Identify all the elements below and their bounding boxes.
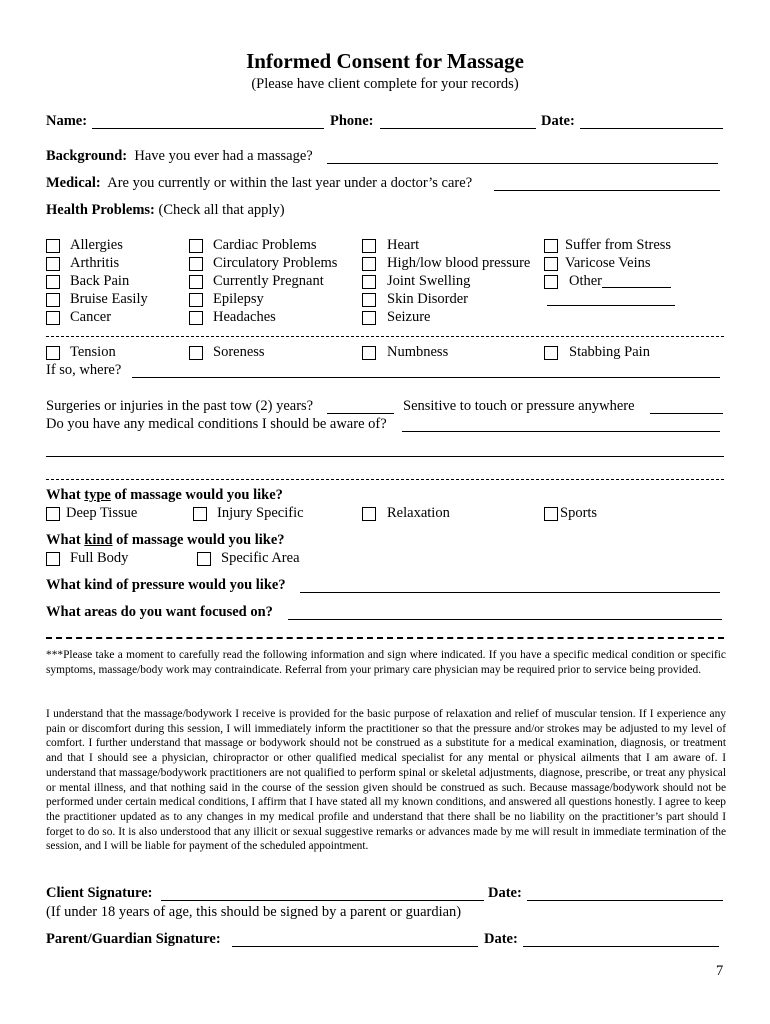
checkbox-label: Back Pain [70,273,130,289]
health-problems-hint: (Check all that apply) [158,202,285,218]
surgeries-field[interactable] [327,413,394,414]
conditions-question: Do you have any medical conditions I should be aware of? [46,416,387,432]
checkbox-label: Varicose Veins [565,255,651,271]
checkbox-stress[interactable] [544,239,558,253]
consent-paragraph: I understand that the massage/bodywork I receive is provided for the basic purpose of relaxation and relief of muscular tension. If I experience any pain or discomfort during this session, I will immediately inform the practitioner so that the pressure and/or strokes may be adjusted to my level of comfort. I further understand that massage or bodywork should not be construed as a substitute for a medical examination, diagnosis, or treatment and that I should see a physician, chiropractor or other qualified medical specialist for any mental or physical ailments that I am aware of. I understand that massage/bodywork practitioners are not qualified to perform spinal or skeletal adjustments, diagnose, prescribe, or treat any physical or mental illness, and that nothing said in the course of the session given should be construed as such. Because massage/bodywork should not be performed under certain medical conditions, I affirm that I have stated all my known conditions, and answered all questions honestly. I agree to keep the practitioner updated as to any changes in my medical profile and understand that there shall be no liability on the practitioner’s part should I forget to do so. It is also understood that any illicit or sexual suggestive remarks or advances made by me will result in immediate termination of the session, and I will be liable for payment of the scheduled appointment. [46,708,726,853]
checkbox-bruise-easily[interactable] [46,293,60,307]
areas-field[interactable] [288,619,722,620]
consent-text [46,707,726,854]
date-field[interactable] [580,128,723,129]
checkbox-cardiac-problems[interactable] [189,239,203,253]
checkbox-relaxation[interactable] [362,507,376,521]
name-label: Name: [46,113,88,129]
form-title: Informed Consent for Massage [246,49,524,73]
checkbox-label: Injury Specific [217,505,304,521]
checkbox-arthritis[interactable] [46,257,60,271]
surgeries-question: Surgeries or injuries in the past tow (2) years? [46,398,314,414]
client-signature-label: Client Signature: [46,885,153,901]
client-signature-field[interactable] [161,900,484,901]
name-field[interactable] [92,128,324,129]
background-answer-field[interactable] [327,163,718,164]
areas-question: What areas do you want focused on? [46,604,273,620]
other-field[interactable] [602,287,671,288]
divider [46,637,724,639]
checkbox-label: Soreness [213,344,265,360]
checkbox-label: Sports [560,505,598,521]
checkbox-epilepsy[interactable] [189,293,203,307]
checkbox-label: Numbness [387,344,449,360]
kind-question [46,532,285,549]
background-row [46,148,313,165]
checkbox-injury-specific[interactable] [193,507,207,521]
checkbox-cancer[interactable] [46,311,60,325]
checkbox-label: Seizure [387,309,431,325]
divider [46,479,724,480]
checkbox-varicose-veins[interactable] [544,257,558,271]
type-question-emphasis: type [84,487,111,503]
checkbox-currently-pregnant[interactable] [189,275,203,289]
guardian-date-label: Date: [484,931,518,947]
checkbox-deep-tissue[interactable] [46,507,60,521]
checkbox-skin-disorder[interactable] [362,293,376,307]
checkbox-label: Cancer [70,309,112,325]
checkbox-headaches[interactable] [189,311,203,325]
medical-question: Are you currently or within the last year under a doctor’s care? [107,175,473,191]
page-number: 7 [716,963,724,979]
checkbox-label: Deep Tissue [66,505,138,521]
checkbox-other[interactable] [544,275,558,289]
date-label: Date: [541,113,575,129]
guardian-signature-field[interactable] [232,946,478,947]
checkbox-specific-area[interactable] [197,552,211,566]
checkbox-label: Full Body [70,550,129,566]
checkbox-label: Suffer from Stress [565,237,672,253]
checkbox-label: Circulatory Problems [213,255,338,271]
background-question: Have you ever had a massage? [134,148,313,164]
checkbox-soreness[interactable] [189,346,203,360]
where-field[interactable] [132,377,720,378]
pressure-question: What kind of pressure would you like? [46,577,286,593]
type-question-post: of massage would you like? [110,487,283,503]
checkbox-joint-swelling[interactable] [362,275,376,289]
phone-field[interactable] [380,128,536,129]
checkbox-allergies[interactable] [46,239,60,253]
conditions-field-extra[interactable] [46,456,724,457]
health-problems-label: Health Problems: [46,202,155,218]
conditions-field[interactable] [402,431,720,432]
background-label: Background: [46,148,128,164]
divider [46,336,724,337]
type-question [46,487,283,504]
checkbox-label: Relaxation [387,505,450,521]
checkbox-label: Tension [70,344,116,360]
checkbox-label: Stabbing Pain [569,344,650,360]
checkbox-seizure[interactable] [362,311,376,325]
checkbox-stabbing-pain[interactable] [544,346,558,360]
sensitive-field[interactable] [650,413,723,414]
health-problems-heading [46,202,285,219]
checkbox-blood-pressure[interactable] [362,257,376,271]
notice-text [46,648,726,677]
checkbox-label: Headaches [213,309,276,325]
checkbox-back-pain[interactable] [46,275,60,289]
sensitive-question: Sensitive to touch or pressure anywhere [403,398,635,414]
medical-row [46,175,472,192]
under18-note: (If under 18 years of age, this should be signed by a parent or guardian) [46,904,462,920]
other-extra-field[interactable] [547,305,675,306]
if-so-where-label: If so, where? [46,362,122,378]
checkbox-heart[interactable] [362,239,376,253]
checkbox-label: Joint Swelling [387,273,471,289]
guardian-date-field[interactable] [523,946,719,947]
client-date-label: Date: [488,885,522,901]
checkbox-numbness[interactable] [362,346,376,360]
checkbox-label: Currently Pregnant [213,273,324,289]
type-question-pre: What [46,487,85,503]
form-subtitle: (Please have client complete for your records) [251,76,519,92]
kind-question-pre: What [46,532,85,548]
kind-question-post: of massage would you like? [112,532,285,548]
checkbox-label: Bruise Easily [70,291,148,307]
checkbox-label: Cardiac Problems [213,237,317,253]
medical-label: Medical: [46,175,101,191]
checkbox-label: Skin Disorder [387,291,468,307]
checkbox-label: High/low blood pressure [387,255,531,271]
checkbox-label: Allergies [70,237,123,253]
checkbox-label: Heart [387,237,420,253]
checkbox-label: Specific Area [221,550,300,566]
client-date-field[interactable] [527,900,723,901]
checkbox-full-body[interactable] [46,552,60,566]
checkbox-sports[interactable] [544,507,558,521]
checkbox-tension[interactable] [46,346,60,360]
checkbox-label: Arthritis [70,255,120,271]
checkbox-label: Other [569,273,603,289]
guardian-signature-label: Parent/Guardian Signature: [46,931,221,947]
pressure-field[interactable] [300,592,720,593]
phone-label: Phone: [330,113,374,129]
notice-paragraph: ***Please take a moment to carefully read the following information and sign where indicated. If you have a specific medical condition or specific symptoms, massage/body work may contraindicate. Referral from your primary care physician may be required prior to service being provided. [46,649,726,676]
kind-question-emphasis: kind [84,532,113,548]
checkbox-label: Epilepsy [213,291,264,307]
medical-answer-field[interactable] [494,190,720,191]
checkbox-circulatory-problems[interactable] [189,257,203,271]
